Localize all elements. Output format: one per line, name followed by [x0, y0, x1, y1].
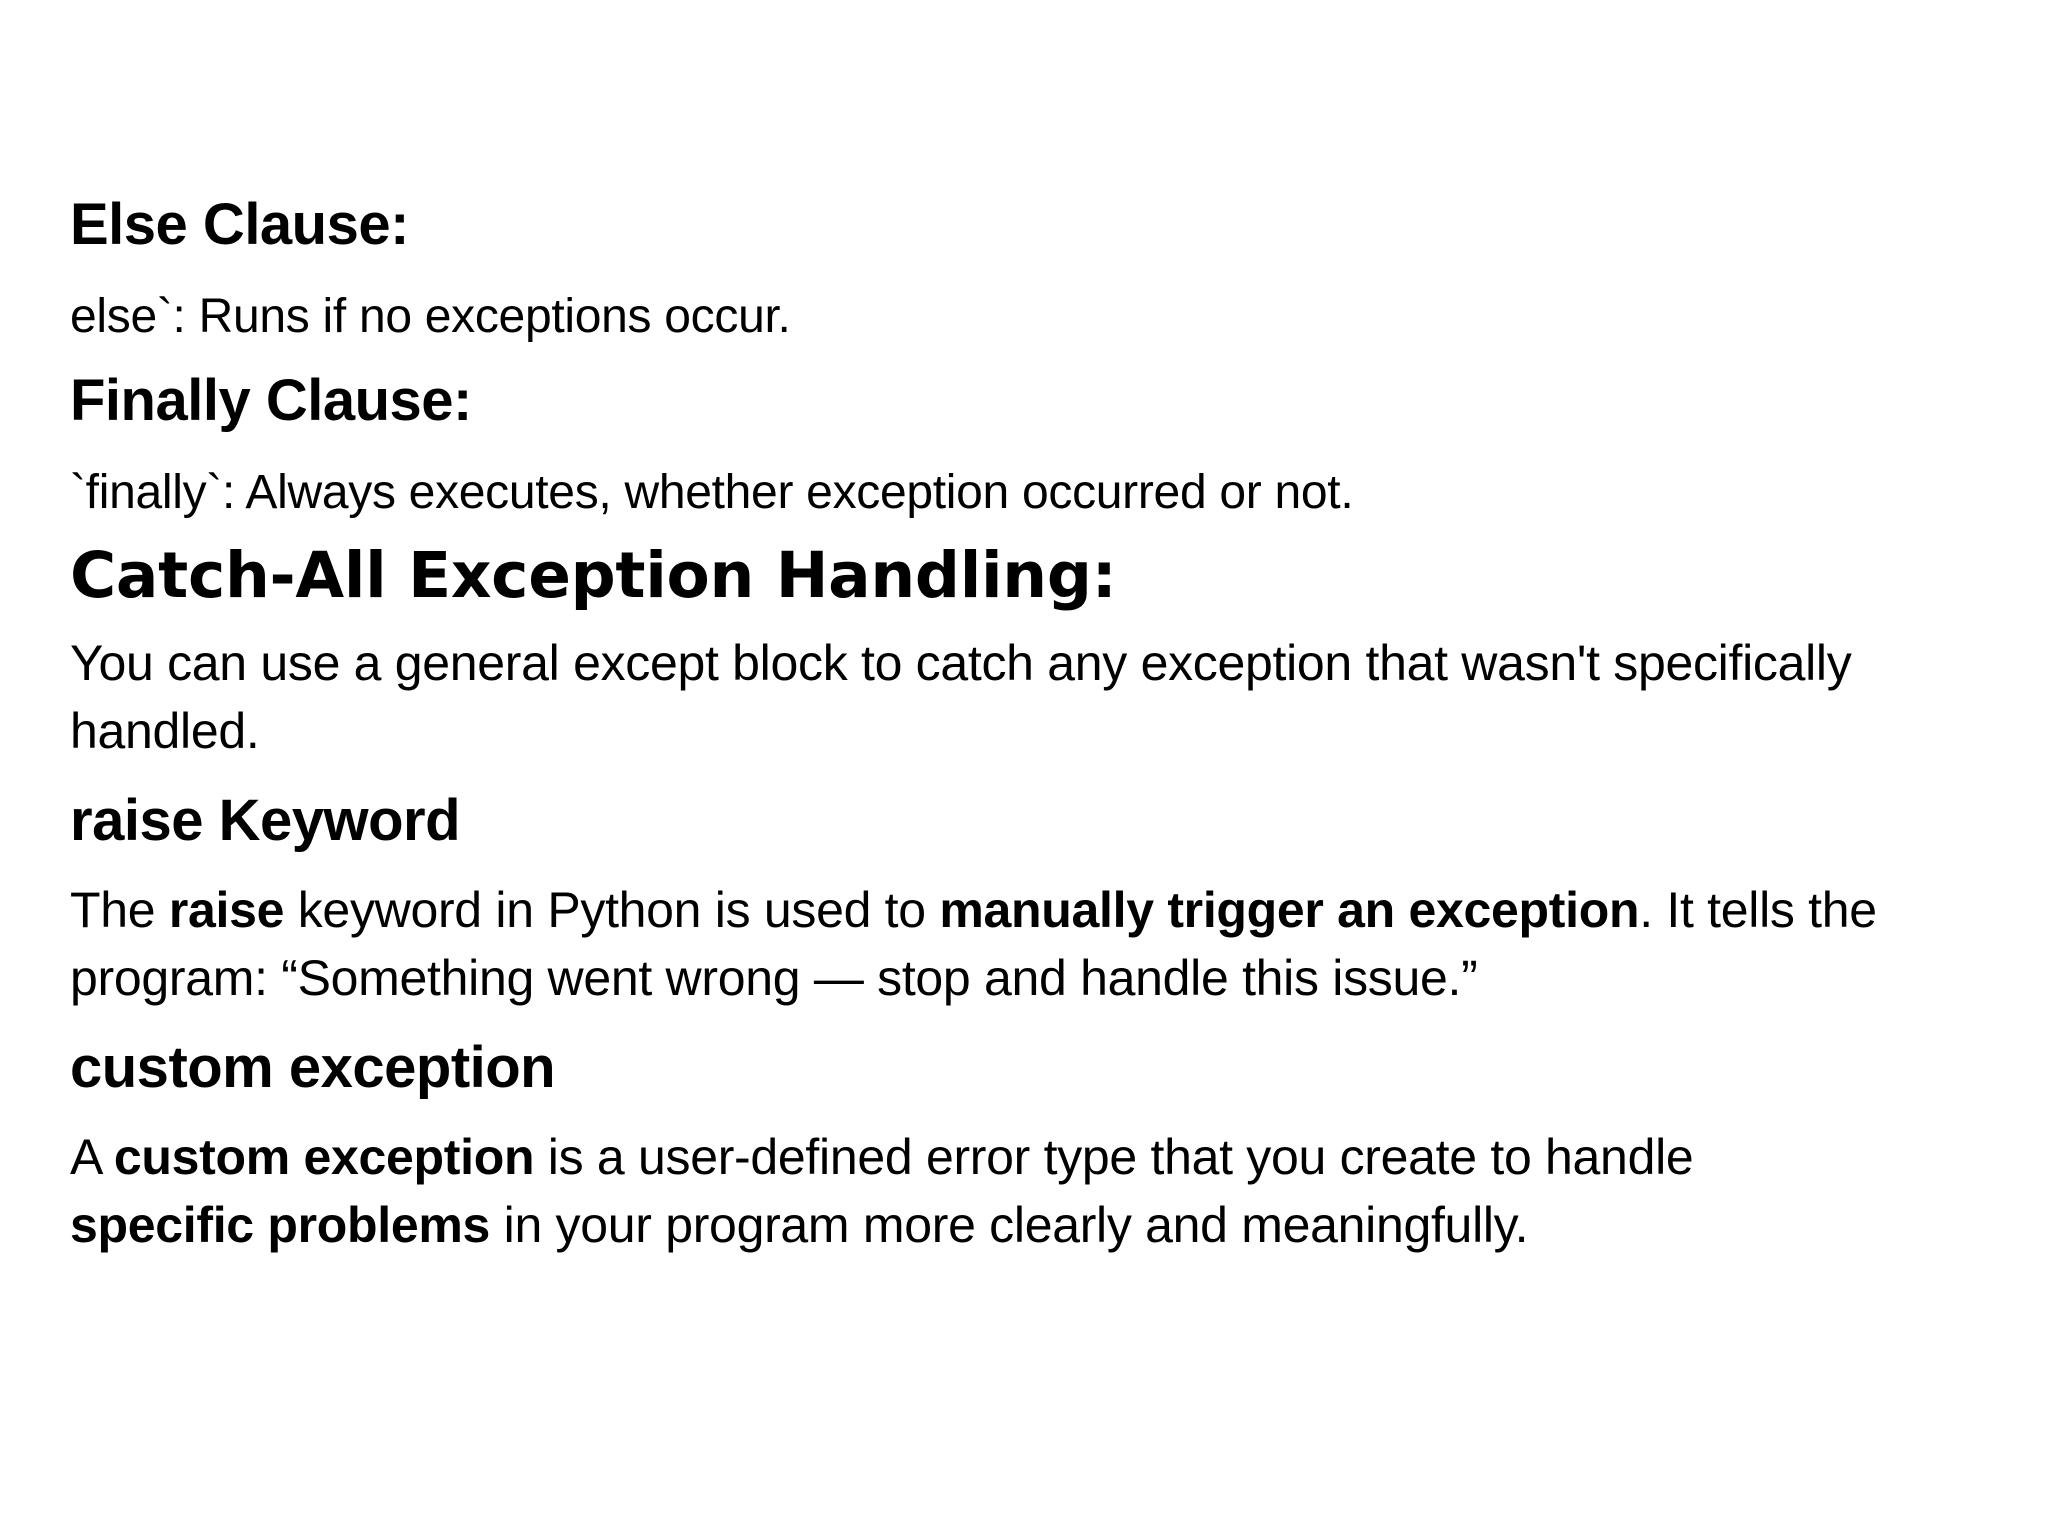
text-finally-clause: `finally`: Always executes, whether exception occurred or not.: [70, 466, 1354, 519]
bold-run: custom exception: [113, 1129, 535, 1185]
text-else-clause: else`: Runs if no exceptions occur.: [70, 290, 791, 343]
heading-custom-exception: custom exception: [70, 1035, 556, 1100]
heading-else-clause: Else Clause:: [70, 192, 409, 257]
bold-run: manually trigger an exception: [939, 882, 1640, 938]
text-run: . It tells the program: “Something went wrong — stop and handle this issue.”: [70, 882, 1877, 1006]
bold-run: raise: [168, 882, 285, 938]
text-run: The: [70, 882, 169, 938]
text-run: keyword in Python is used to: [284, 882, 940, 938]
heading-catch-all: Catch-All Exception Handling:: [70, 539, 1117, 612]
text-catch-all: You can use a general except block to catch any exception that wasn't specifically handled.: [70, 635, 1852, 759]
bold-run: specific problems: [70, 1196, 491, 1253]
heading-finally-clause: Finally Clause:: [70, 368, 472, 433]
text-custom-exception: [70, 1124, 1870, 1259]
text-run: is a user-defined error type that you create to handle: [534, 1129, 1694, 1185]
text-run: in your program more clearly and meaningfully.: [490, 1196, 1529, 1253]
text-run: A: [70, 1129, 114, 1185]
text-raise-keyword: [70, 877, 1950, 1012]
heading-raise-keyword: raise Keyword: [70, 788, 461, 853]
